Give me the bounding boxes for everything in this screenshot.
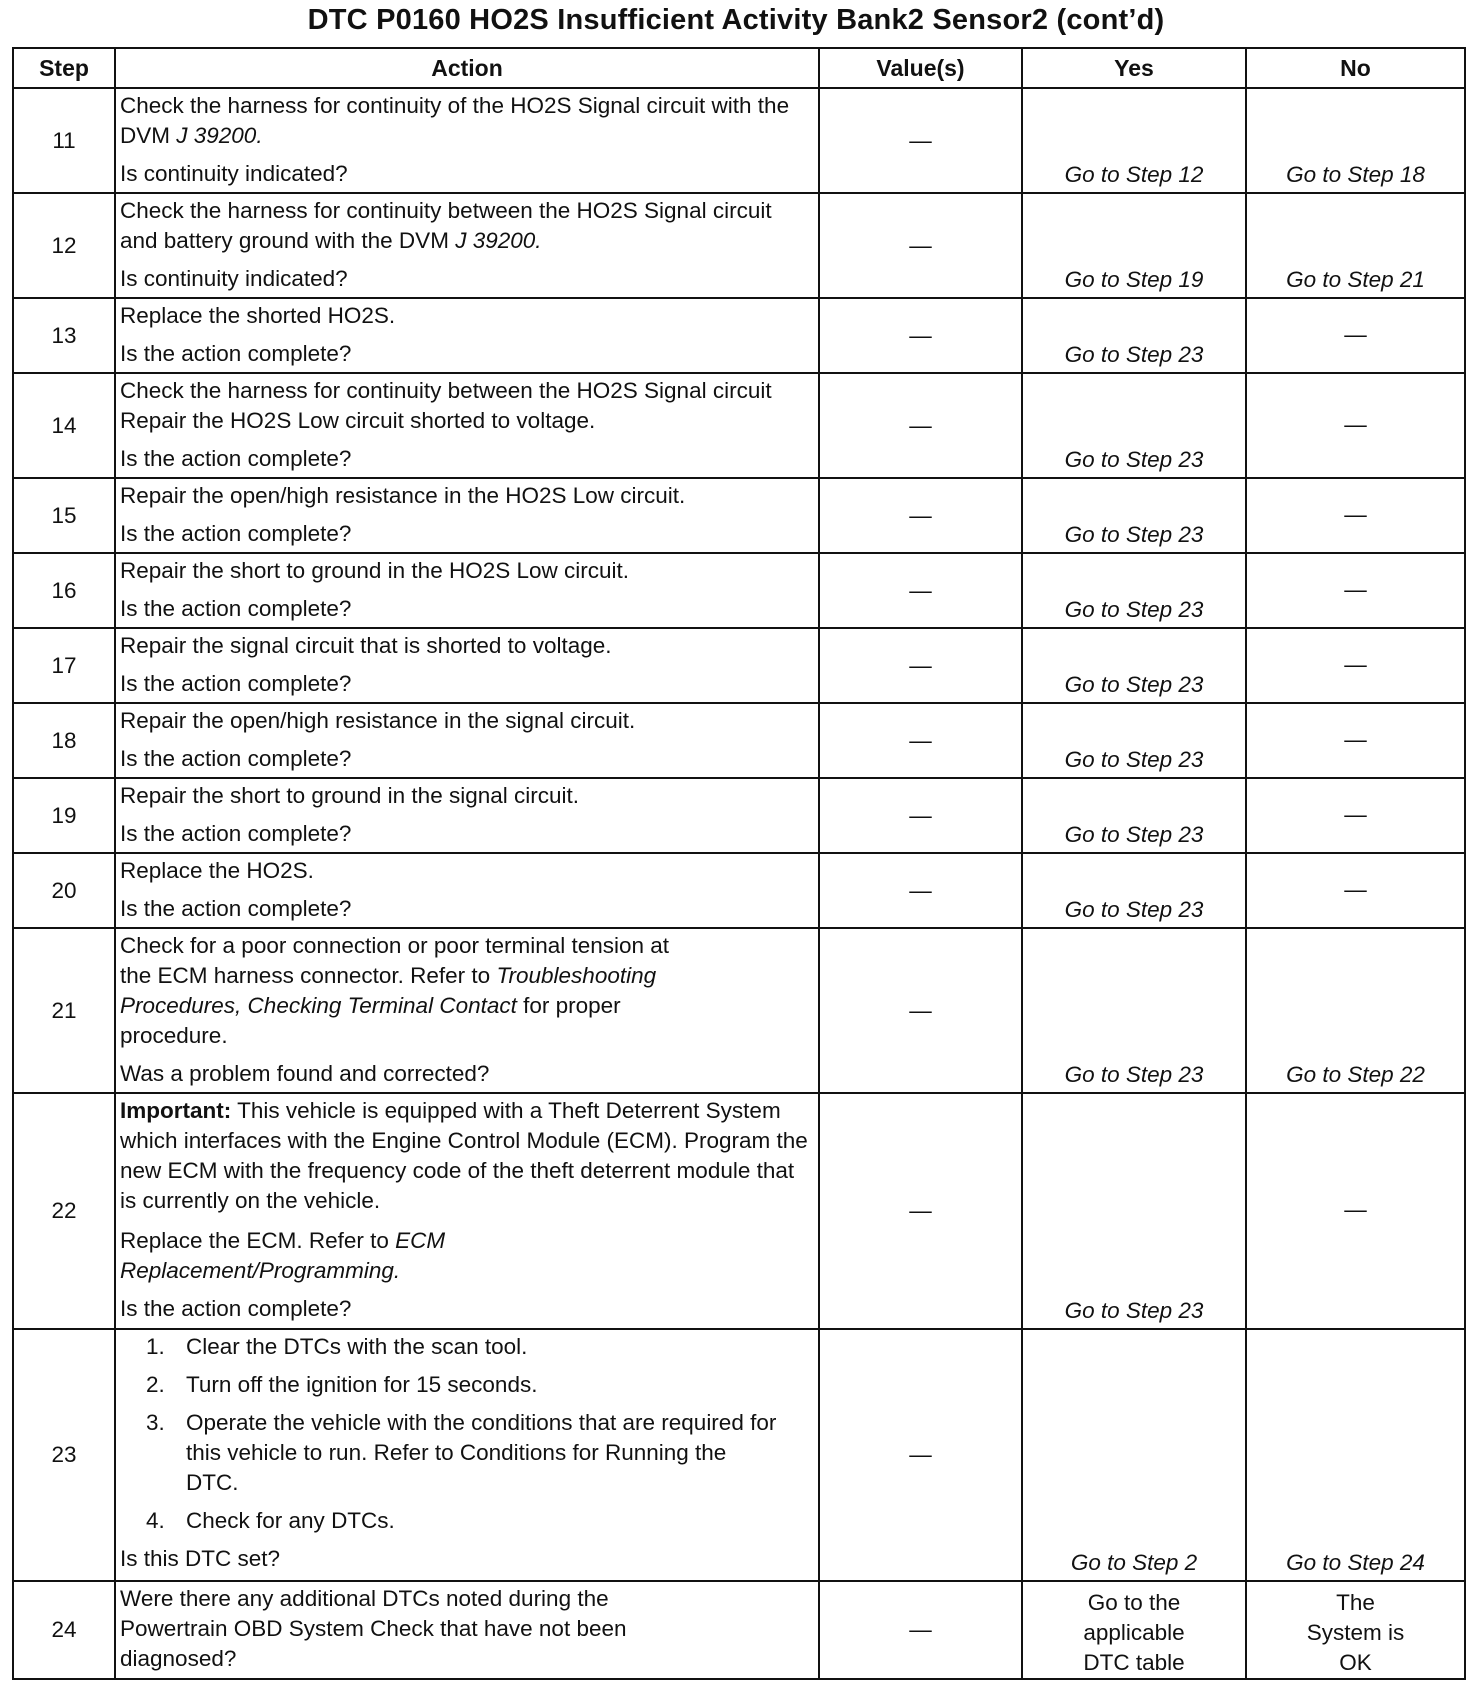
value-cell: — bbox=[819, 373, 1022, 478]
list-text: Operate the vehicle with the conditions that are required for this vehicle to run. Refer to Conditions for Running the DTC. bbox=[186, 1410, 777, 1495]
yes-result: Go to Step 12 bbox=[1022, 88, 1246, 193]
action-instruction: Were there any additional DTCs noted during the Powertrain OBD System Check that have not been diagnosed? bbox=[120, 1586, 627, 1671]
action-question: Was a problem found and corrected? bbox=[120, 1061, 490, 1086]
action-question: Is continuity indicated? bbox=[120, 266, 348, 291]
step-number: 19 bbox=[13, 778, 115, 853]
value-cell: — bbox=[819, 1093, 1022, 1329]
yes-result: Go to Step 23 bbox=[1022, 1093, 1246, 1329]
important-note bbox=[120, 1096, 814, 1216]
no-result: — bbox=[1246, 373, 1465, 478]
list-text: Check for any DTCs. bbox=[186, 1508, 395, 1533]
table-row bbox=[13, 1093, 1465, 1329]
table-row bbox=[13, 193, 1465, 298]
no-result: — bbox=[1246, 853, 1465, 928]
list-item bbox=[120, 1332, 784, 1362]
table-row bbox=[13, 628, 1465, 703]
action-instruction: Replace the ECM. Refer to bbox=[120, 1228, 396, 1253]
action-text bbox=[120, 196, 814, 256]
diagnostic-table bbox=[12, 47, 1466, 1680]
table-row bbox=[13, 373, 1465, 478]
no-result: Go to Step 18 bbox=[1246, 88, 1465, 193]
yes-result: Go to Step 23 bbox=[1022, 703, 1246, 778]
yes-result: Go to Step 23 bbox=[1022, 928, 1246, 1093]
important-text: This vehicle is equipped with a Theft Deterrent System which interfaces with the Engine Control Module (ECM). Program the new ECM with the frequency code of the theft deterrent module that is currently on the vehicle. bbox=[120, 1098, 808, 1213]
step-number: 23 bbox=[13, 1329, 115, 1581]
action-question: Is this DTC set? bbox=[120, 1546, 281, 1571]
step-number: 17 bbox=[13, 628, 115, 703]
table-row bbox=[13, 853, 1465, 928]
value-cell: — bbox=[819, 553, 1022, 628]
list-number: 2. bbox=[146, 1372, 165, 1397]
action-instruction: Repair the open/high resistance in the HO2S Low circuit. bbox=[120, 483, 686, 508]
value-cell: — bbox=[819, 703, 1022, 778]
no-result: — bbox=[1246, 628, 1465, 703]
no-result: Go to Step 22 bbox=[1246, 928, 1465, 1093]
action-cell bbox=[115, 478, 819, 553]
action-instruction: Check the harness for continuity between the HO2S Signal circuit and battery ground with the DVM bbox=[120, 198, 772, 253]
action-cell bbox=[115, 853, 819, 928]
action-cell bbox=[115, 928, 819, 1093]
yes-result: Go to Step 23 bbox=[1022, 628, 1246, 703]
list-number: 3. bbox=[146, 1410, 165, 1435]
yes-result: Go to Step 19 bbox=[1022, 193, 1246, 298]
action-question: Is the action complete? bbox=[120, 746, 352, 771]
table-row bbox=[13, 1329, 1465, 1581]
value-cell: — bbox=[819, 1581, 1022, 1679]
page-title: DTC P0160 HO2S Insufficient Activity Bank2 Sensor2 (cont’d) bbox=[307, 4, 1165, 36]
value-cell: — bbox=[819, 628, 1022, 703]
action-question: Is the action complete? bbox=[120, 341, 352, 366]
table-row bbox=[13, 553, 1465, 628]
yes-result: Go to the applicable DTC table bbox=[1022, 1581, 1246, 1679]
no-result: — bbox=[1246, 478, 1465, 553]
tool-reference: J 39200. bbox=[176, 123, 263, 148]
action-instruction: Check the harness for continuity of the HO2S Signal circuit with the DVM bbox=[120, 93, 790, 148]
no-result: — bbox=[1246, 553, 1465, 628]
action-cell bbox=[115, 373, 819, 478]
value-cell: — bbox=[819, 778, 1022, 853]
table-row bbox=[13, 88, 1465, 193]
action-text bbox=[120, 931, 814, 1051]
procedure-reference: ECM Replacement/Programming. bbox=[120, 1228, 446, 1283]
step-number: 18 bbox=[13, 703, 115, 778]
table-row bbox=[13, 298, 1465, 373]
step-number: 22 bbox=[13, 1093, 115, 1329]
action-instruction: Check the harness for continuity between the HO2S Signal circuit Repair the HO2S Low circuit shorted to voltage. bbox=[120, 378, 772, 433]
action-instruction: Replace the shorted HO2S. bbox=[120, 303, 396, 328]
header-yes: Yes bbox=[1022, 48, 1246, 88]
action-question: Is continuity indicated? bbox=[120, 161, 348, 186]
step-number: 24 bbox=[13, 1581, 115, 1679]
action-instruction: Repair the signal circuit that is shorted to voltage. bbox=[120, 633, 612, 658]
header-step: Step bbox=[13, 48, 115, 88]
action-text bbox=[120, 91, 814, 151]
no-result: — bbox=[1246, 703, 1465, 778]
header-values: Value(s) bbox=[819, 48, 1022, 88]
action-instruction: Repair the short to ground in the signal circuit. bbox=[120, 783, 579, 808]
action-cell bbox=[115, 628, 819, 703]
step-number: 13 bbox=[13, 298, 115, 373]
action-instruction: Repair the short to ground in the HO2S Low circuit. bbox=[120, 558, 630, 583]
no-result: Go to Step 21 bbox=[1246, 193, 1465, 298]
step-number: 15 bbox=[13, 478, 115, 553]
value-cell: — bbox=[819, 928, 1022, 1093]
list-item bbox=[120, 1506, 784, 1536]
action-question: Is the action complete? bbox=[120, 446, 352, 471]
action-cell bbox=[115, 88, 819, 193]
yes-result: Go to Step 23 bbox=[1022, 478, 1246, 553]
yes-result: Go to Step 23 bbox=[1022, 778, 1246, 853]
table-row bbox=[13, 928, 1465, 1093]
list-item bbox=[120, 1408, 784, 1498]
step-number: 21 bbox=[13, 928, 115, 1093]
no-result: — bbox=[1246, 778, 1465, 853]
table-row bbox=[13, 703, 1465, 778]
action-instruction: Repair the open/high resistance in the signal circuit. bbox=[120, 708, 636, 733]
action-cell bbox=[115, 1581, 819, 1679]
action-cell bbox=[115, 703, 819, 778]
action-question: Is the action complete? bbox=[120, 896, 352, 921]
table-row bbox=[13, 778, 1465, 853]
no-result: Go to Step 24 bbox=[1246, 1329, 1465, 1581]
header-action: Action bbox=[115, 48, 819, 88]
list-number: 1. bbox=[146, 1334, 165, 1359]
action-question: Is the action complete? bbox=[120, 521, 352, 546]
value-cell: — bbox=[819, 88, 1022, 193]
action-instruction: Check for a poor connection or poor terminal tension at the ECM harness connector. Refer to bbox=[120, 933, 670, 988]
yes-result: Go to Step 23 bbox=[1022, 553, 1246, 628]
yes-result: Go to Step 23 bbox=[1022, 373, 1246, 478]
step-number: 16 bbox=[13, 553, 115, 628]
list-text: Turn off the ignition for 15 seconds. bbox=[186, 1372, 538, 1397]
table-header-row bbox=[13, 48, 1465, 88]
action-question: Is the action complete? bbox=[120, 821, 352, 846]
table-row bbox=[13, 1581, 1465, 1679]
action-cell bbox=[115, 778, 819, 853]
important-label: Important: bbox=[120, 1098, 232, 1123]
action-cell bbox=[115, 298, 819, 373]
procedure-list bbox=[120, 1332, 814, 1536]
yes-result: Go to Step 23 bbox=[1022, 853, 1246, 928]
procedure-reference: Troubleshooting Procedures, Checking Terminal Contact bbox=[120, 963, 657, 1018]
action-question: Is the action complete? bbox=[120, 671, 352, 696]
action-cell bbox=[115, 193, 819, 298]
action-instruction-end: for proper procedure. bbox=[120, 993, 621, 1048]
table-row bbox=[13, 478, 1465, 553]
action-cell bbox=[115, 1329, 819, 1581]
value-cell: — bbox=[819, 478, 1022, 553]
action-instruction: Replace the HO2S. bbox=[120, 858, 314, 883]
step-number: 12 bbox=[13, 193, 115, 298]
value-cell: — bbox=[819, 298, 1022, 373]
value-cell: — bbox=[819, 853, 1022, 928]
yes-result: Go to Step 23 bbox=[1022, 298, 1246, 373]
action-question: Is the action complete? bbox=[120, 596, 352, 621]
no-result: — bbox=[1246, 298, 1465, 373]
no-result: — bbox=[1246, 1093, 1465, 1329]
no-result: The System is OK bbox=[1246, 1581, 1465, 1679]
list-text: Clear the DTCs with the scan tool. bbox=[186, 1334, 528, 1359]
step-number: 11 bbox=[13, 88, 115, 193]
yes-result: Go to Step 2 bbox=[1022, 1329, 1246, 1581]
action-text bbox=[120, 1226, 814, 1286]
list-item bbox=[120, 1370, 784, 1400]
list-number: 4. bbox=[146, 1508, 165, 1533]
header-no: No bbox=[1246, 48, 1465, 88]
tool-reference: J 39200. bbox=[455, 228, 542, 253]
action-cell bbox=[115, 1093, 819, 1329]
action-question: Is the action complete? bbox=[120, 1296, 352, 1321]
step-number: 14 bbox=[13, 373, 115, 478]
value-cell: — bbox=[819, 193, 1022, 298]
value-cell: — bbox=[819, 1329, 1022, 1581]
step-number: 20 bbox=[13, 853, 115, 928]
action-cell bbox=[115, 553, 819, 628]
